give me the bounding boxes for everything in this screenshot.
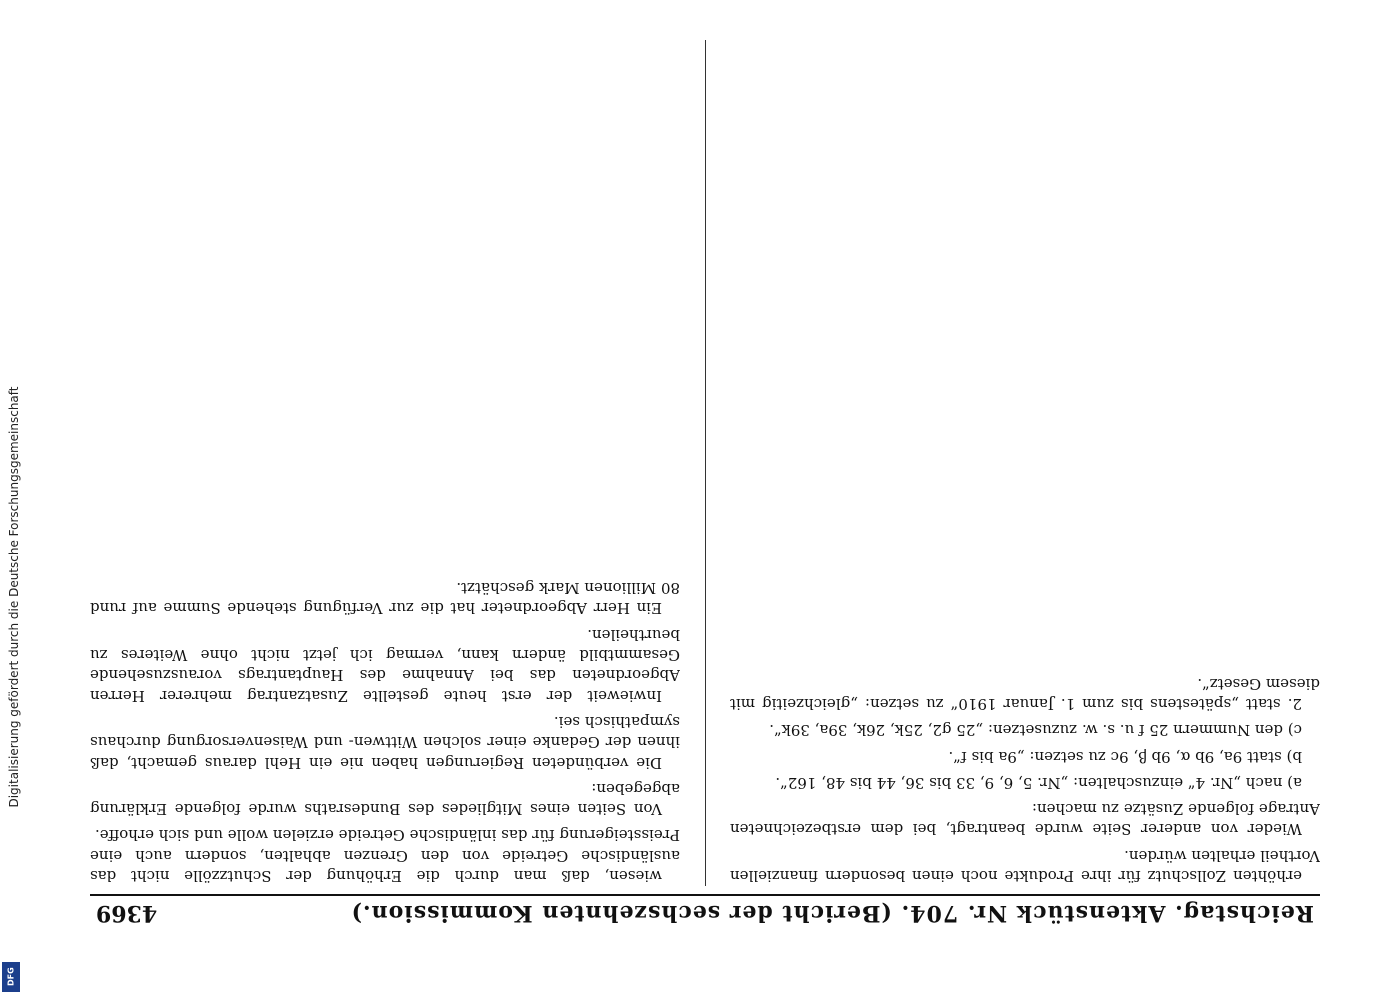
paragraph: Wieder von anderer Seite wurde beantragt, bei dem erstbezeichneten Antrage folgende Zusätze zu machen: [730,800,1320,839]
funding-note [4,250,20,950]
document-page [90,30,1320,930]
paragraph: wiesen, daß man durch die Erhöhung der Schutzzölle nicht das ausländische Getreide von den Grenzen abhalten, sondern auch eine Preissteigerung für das inländische Getreide erzielen wolle und sich erhoffe. [90,826,680,885]
paragraph: Ein Herr Abgeordneter hat die zur Verfügung stehende Summe auf rund 80 Millionen Mark geschätzt. [90,579,680,618]
paragraph: b) statt 9a, 9b α, 9b β, 9c zu setzen: „9a bis f“. [948,747,1302,766]
dfg-logo: DFG [2,962,20,992]
paragraph: Die verbündeten Regierungen haben nie ein Hehl daraus gemacht, daß ihnen der Gedanke einer solchen Wittwen- und Waisenversorgung durchaus sympathisch sei. [90,712,680,772]
column-divider [705,40,706,886]
paragraph: a) nach „Nr. 4“ einzuschalten: „Nr. 5, 6, 9, 33 bis 36, 44 bis 48, 162“. [775,773,1302,792]
page-header [90,894,1320,930]
paragraph: Inwieweit der erst heute gestellte Zusatzantrag mehrerer Herren Abgeordneten das bei Annahme des Hauptantrags vorauszusehende Gesammtbild ändern kann, vermag ich jetzt nicht ohne Weiteres zu beurtheilen. [90,625,680,705]
funding-note-text: Digitalisierung gefördert durch die Deutsche Forschungsgemeinschaft [7,386,21,808]
paragraph: erhöhten Zollschutz für ihre Produkte noch einen besondern finanziellen Vortheil erhalten würden. [730,846,1320,885]
paragraph: 2. statt „spätestens bis zum 1. Januar 1910“ zu setzen: „gleichzeitig mit diesem Gesetz“. [730,674,1320,713]
paragraph: Von Seiten eines Mitgliedes des Bundesraths wurde folgende Erklärung abgegeben: [90,779,680,819]
page-title: Reichstag. Aktenstück Nr. 704. (Bericht der sechszehnten Kommission.) [350,900,1314,926]
left-text-column [730,40,1320,886]
right-text-column [90,40,680,886]
page-number: 4369 [96,900,158,926]
paragraph: c) den Nummern 25 f u. s. w. zuzusetzen: „25 g2, 25k, 26k, 39a, 39k“. [769,721,1302,740]
